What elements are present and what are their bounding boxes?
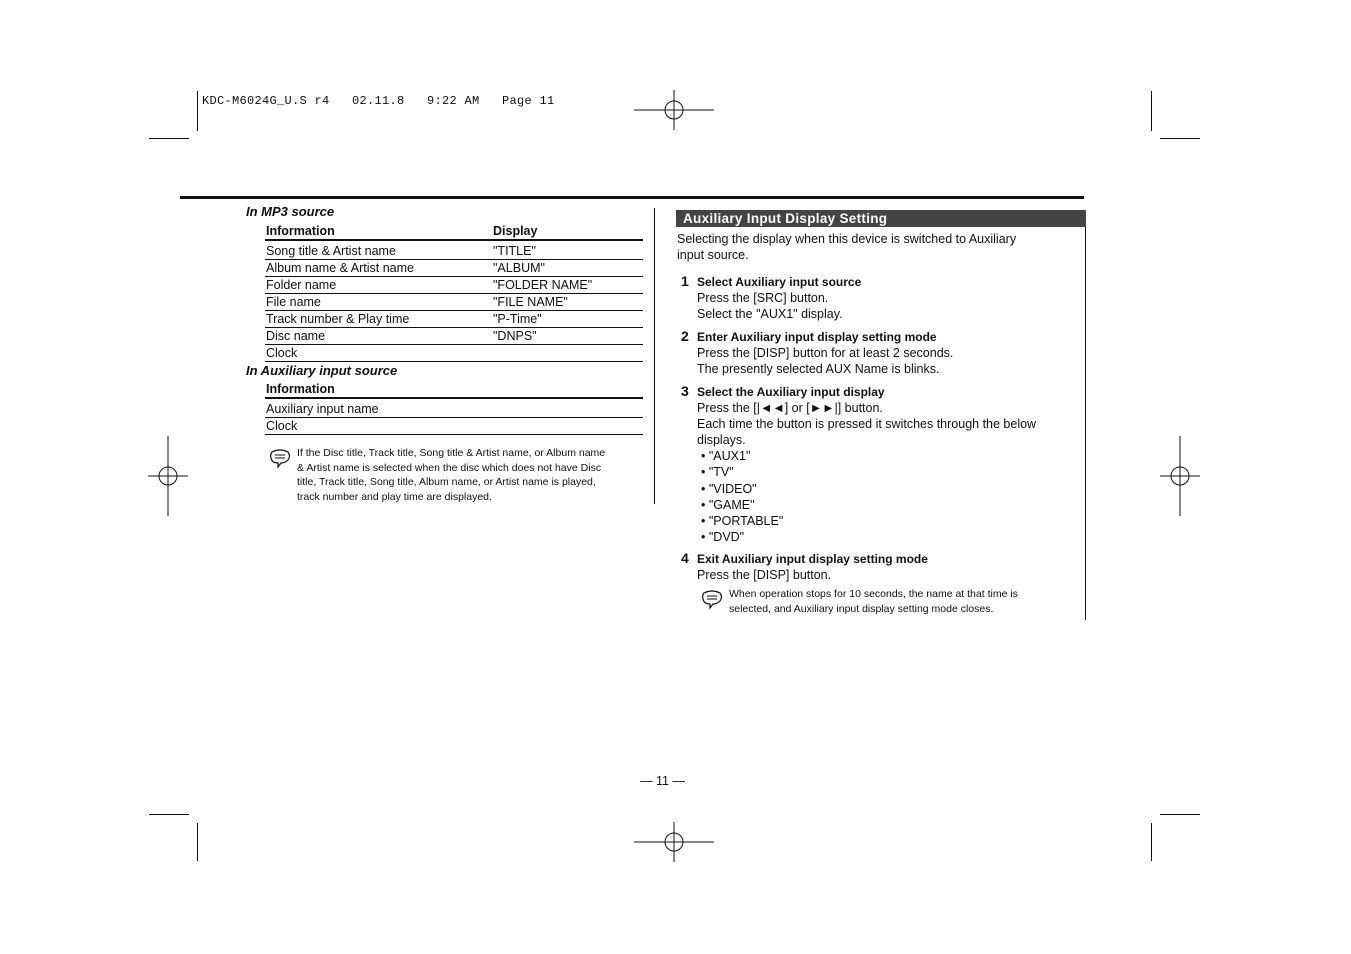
step-4 xyxy=(697,551,1082,583)
table-row xyxy=(265,294,643,311)
header-display: Display xyxy=(493,224,538,238)
row-information: Album name & Artist name xyxy=(266,261,414,275)
header-information: Information xyxy=(266,224,335,238)
step-line: Press the [SRC] button. xyxy=(697,291,829,305)
step-line: The presently selected AUX Name is blinks. xyxy=(697,362,940,376)
row-information: Auxiliary input name xyxy=(266,402,379,416)
aux-table-header xyxy=(265,381,643,399)
display-options-list xyxy=(701,448,783,546)
step-number: 3 xyxy=(681,383,689,399)
step-title: Select Auxiliary input source xyxy=(697,275,862,289)
row-display: "FOLDER NAME" xyxy=(493,278,593,292)
note-line: title, Track title, Song title, Album name, or Artist name is played, xyxy=(297,476,596,488)
list-item: • "PORTABLE" xyxy=(701,514,784,529)
page-number: — 11 — xyxy=(640,774,685,788)
row-information: Clock xyxy=(266,419,298,433)
list-item: • "GAME" xyxy=(701,497,755,512)
step-3 xyxy=(697,384,1082,448)
intro-text xyxy=(677,231,1077,263)
step-2 xyxy=(697,329,1082,377)
step-line: Press the [|◄◄] or [►►|] button. xyxy=(697,401,883,415)
list-item: • "AUX1" xyxy=(701,449,751,463)
note-line: track number and play time are displayed. xyxy=(297,490,492,503)
table-row xyxy=(265,418,643,435)
registration-mark-right xyxy=(1160,436,1200,516)
step-line: Press the [DISP] button. xyxy=(697,568,832,582)
intro-line: input source. xyxy=(677,248,749,262)
intro-line: Selecting the display when this device is switched to Auxiliary xyxy=(677,232,1017,246)
step-number: 1 xyxy=(681,273,689,289)
right-note xyxy=(729,587,1079,616)
row-display: "TITLE" xyxy=(493,244,536,258)
registration-mark-top xyxy=(634,90,714,130)
step-line: displays. xyxy=(697,433,746,447)
row-information: Clock xyxy=(266,346,298,360)
row-display: "FILE NAME" xyxy=(493,295,568,309)
section-banner: Auxiliary Input Display Setting xyxy=(676,210,1086,227)
table-row xyxy=(265,260,643,277)
aux-table xyxy=(265,381,643,435)
list-item: • "VIDEO" xyxy=(701,481,757,496)
list-item: • "TV" xyxy=(701,465,734,480)
right-column-border xyxy=(1085,210,1086,620)
step-title: Select the Auxiliary input display xyxy=(697,385,885,399)
note-line: If the Disc title, Track title, Song title & Artist name, or Album name xyxy=(297,447,606,459)
note-icon xyxy=(269,448,291,470)
note-line: selected, and Auxiliary input display setting mode closes. xyxy=(729,602,994,615)
step-number: 4 xyxy=(681,550,689,566)
top-rule xyxy=(180,196,1084,199)
aux-section-title: In Auxiliary input source xyxy=(246,363,398,378)
note-line: & Artist name is selected when the disc which does not have Disc xyxy=(297,461,602,474)
list-item: • "DVD" xyxy=(701,530,745,545)
table-row xyxy=(265,401,643,418)
table-row xyxy=(265,243,643,260)
table-row xyxy=(265,328,643,345)
step-title: Exit Auxiliary input display setting mode xyxy=(697,552,928,566)
row-information: Folder name xyxy=(266,278,337,292)
step-line: Each time the button is pressed it switches through the below xyxy=(697,417,1037,431)
registration-mark-left xyxy=(148,436,188,516)
print-slug: KDC-M6024G_U.S r4 02.11.8 9:22 AM Page 11 xyxy=(202,94,555,108)
row-information: File name xyxy=(266,295,321,309)
mp3-table-header xyxy=(265,223,643,241)
step-1 xyxy=(697,274,1082,322)
mp3-table xyxy=(265,223,643,362)
step-title: Enter Auxiliary input display setting mode xyxy=(697,330,937,344)
row-display: "DNPS" xyxy=(493,329,537,343)
step-line: Select the "AUX1" display. xyxy=(697,307,843,321)
row-information: Song title & Artist name xyxy=(266,244,396,258)
left-note xyxy=(297,446,647,504)
registration-mark-bottom xyxy=(634,822,714,862)
row-information: Disc name xyxy=(266,329,326,343)
row-information: Track number & Play time xyxy=(266,312,410,326)
mp3-section-title: In MP3 source xyxy=(246,204,335,219)
table-row xyxy=(265,345,643,362)
column-divider xyxy=(654,208,655,504)
note-icon xyxy=(701,589,723,611)
table-row xyxy=(265,311,643,328)
step-number: 2 xyxy=(681,328,689,344)
header-information: Information xyxy=(266,382,335,396)
row-display: "P-Time" xyxy=(493,312,542,326)
table-row xyxy=(265,277,643,294)
row-display: "ALBUM" xyxy=(493,261,545,275)
note-line: When operation stops for 10 seconds, the name at that time is xyxy=(729,588,1018,600)
step-line: Press the [DISP] button for at least 2 seconds. xyxy=(697,346,954,360)
